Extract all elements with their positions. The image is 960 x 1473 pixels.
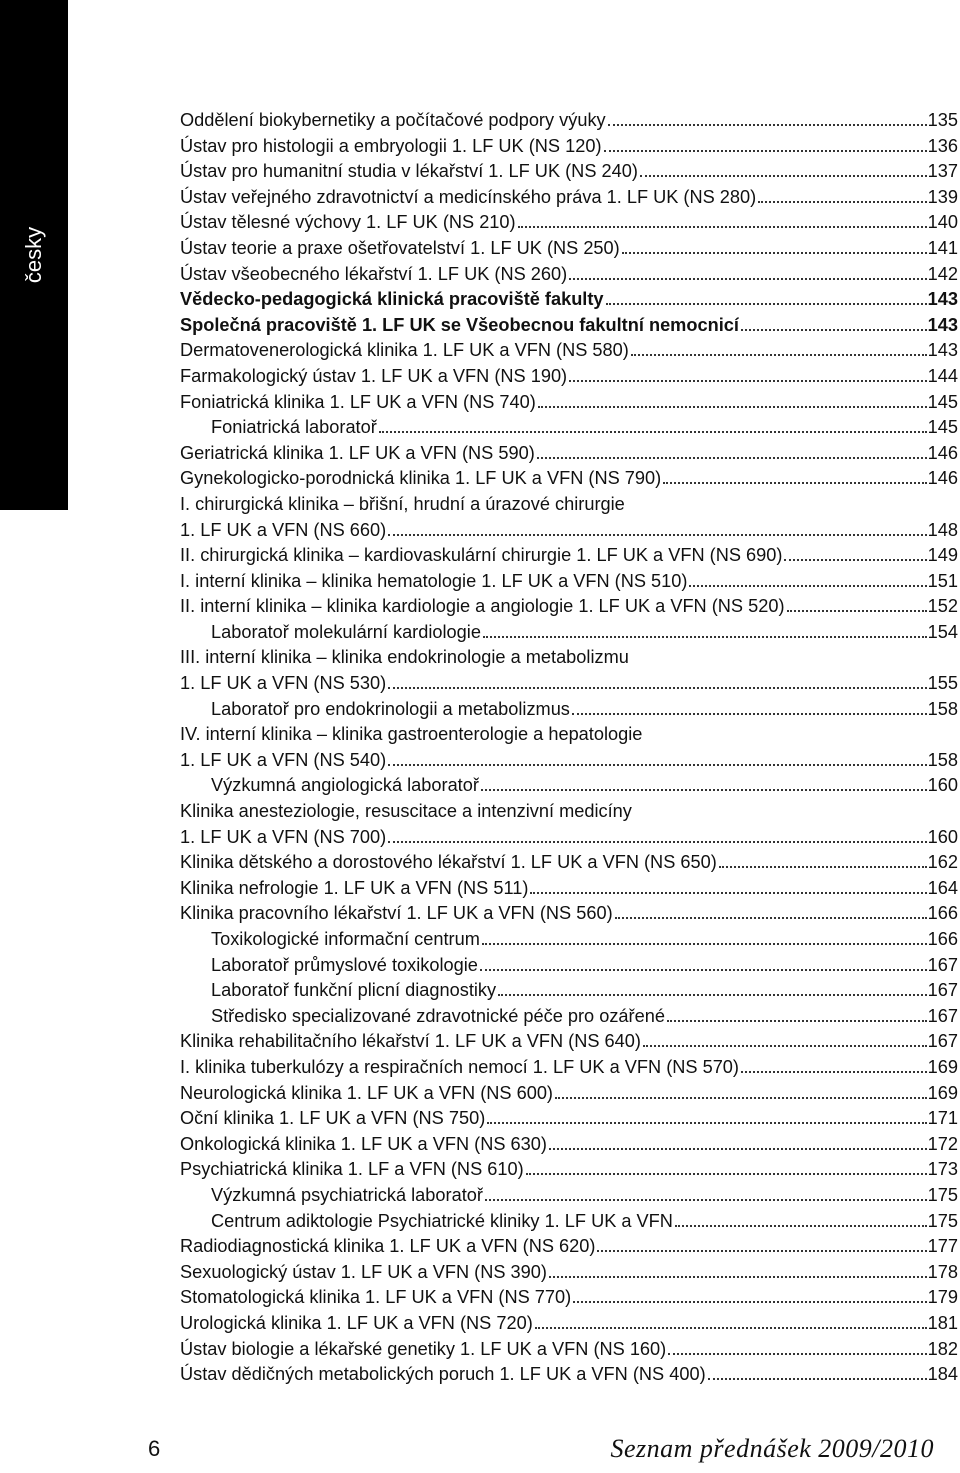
toc-entry — [180, 773, 958, 799]
dot-leader — [758, 201, 926, 203]
toc-entry-page: 149 — [927, 545, 958, 566]
toc-entry-title: Výzkumná angiologická laboratoř — [211, 775, 479, 796]
toc-entry-title: Klinika dětského a dorostového lékařství 1. LF UK a VFN (NS 650) — [180, 852, 717, 873]
toc-entry-title: Laboratoř funkční plicní diagnostiky — [211, 980, 497, 1001]
toc-entry-page: 140 — [927, 212, 958, 233]
dot-leader — [689, 585, 926, 587]
toc-entry-title: Onkologická klinika 1. LF UK a VFN (NS 630) — [180, 1133, 547, 1154]
dot-leader — [498, 994, 927, 996]
toc-entry — [180, 850, 958, 876]
dot-leader — [555, 1097, 927, 1099]
toc-entry — [180, 108, 958, 134]
toc-entry-title: Klinika anesteziologie, resuscitace a intenzivní medicíny — [180, 801, 632, 822]
toc-entry-page: 184 — [927, 1364, 958, 1385]
toc-entry-page: 160 — [927, 775, 958, 796]
toc-entry-title: Stomatologická klinika 1. LF UK a VFN (NS 770) — [180, 1287, 572, 1308]
toc-entry-title: Geriatrická klinika 1. LF UK a VFN (NS 590) — [180, 442, 535, 463]
toc-entry — [180, 876, 958, 902]
toc-entry — [180, 492, 958, 518]
toc-entry-page: 144 — [927, 365, 958, 386]
toc-entry-title: Urologická klinika 1. LF UK a VFN (NS 720) — [180, 1312, 533, 1333]
toc-entry-page: 158 — [927, 698, 958, 719]
language-side-tab — [0, 0, 68, 510]
toc-entry-page: 173 — [927, 1159, 958, 1180]
toc-entry — [180, 799, 958, 825]
toc-entry-page: 162 — [927, 852, 958, 873]
toc-entry — [180, 338, 958, 364]
dot-leader — [379, 431, 927, 433]
dot-leader — [573, 1301, 926, 1303]
toc-entry-page: 167 — [927, 1031, 958, 1052]
toc-entry-page: 146 — [927, 468, 958, 489]
page-number: 6 — [148, 1436, 161, 1461]
toc-entry-title: Foniatrická laboratoř — [211, 417, 377, 438]
dot-leader — [538, 406, 927, 408]
toc-entry — [180, 543, 958, 569]
toc-entry-page: 143 — [927, 340, 958, 361]
toc-entry-page: 139 — [927, 186, 958, 207]
toc-entry-title: Klinika pracovního lékařství 1. LF UK a VFN (NS 560) — [180, 903, 613, 924]
dot-leader — [572, 713, 927, 715]
dot-leader — [608, 124, 927, 126]
toc-entry-title: Gynekologicko-porodnická klinika 1. LF UK a VFN (NS 790) — [180, 468, 662, 489]
dot-leader — [668, 1353, 926, 1355]
toc-entry-page: 151 — [927, 570, 958, 591]
toc-entry-page: 169 — [927, 1056, 958, 1077]
toc-entry-title: II. interní klinika – klinika kardiologie a angiologie 1. LF UK a VFN (NS 520) — [180, 596, 785, 617]
dot-leader — [535, 1327, 927, 1329]
toc-entry-title: Ústav pro histologii a embryologii 1. LF UK (NS 120) — [180, 135, 602, 156]
toc-entry-title: Ústav všeobecného lékařství 1. LF UK (NS 260) — [180, 263, 568, 284]
toc-entry-page: 175 — [927, 1184, 958, 1205]
toc-entry — [180, 1285, 958, 1311]
toc-entry-title: Ústav dědičných metabolických poruch 1. LF UK a VFN (NS 400) — [180, 1364, 706, 1385]
dot-leader — [784, 559, 926, 561]
toc-entry-title: Oční klinika 1. LF UK a VFN (NS 750) — [180, 1108, 486, 1129]
dot-leader — [569, 278, 926, 280]
dot-leader — [787, 610, 927, 612]
dot-leader — [708, 1378, 927, 1380]
toc-entry-page: 167 — [927, 954, 958, 975]
toc-entry-title: Klinika nefrologie 1. LF UK a VFN (NS 511) — [180, 877, 529, 898]
toc-entry — [180, 1029, 958, 1055]
toc-entry — [180, 697, 958, 723]
dot-leader — [597, 1250, 926, 1252]
toc-entry — [180, 1362, 958, 1388]
toc-entry-page: 160 — [927, 826, 958, 847]
toc-entry-title: 1. LF UK a VFN (NS 700) — [180, 826, 387, 847]
toc-entry-page: 137 — [927, 161, 958, 182]
toc-entry-page: 141 — [927, 237, 958, 258]
toc-entry-title: Výzkumná psychiatrická laboratoř — [211, 1184, 483, 1205]
toc-entry-title: Oddělení biokybernetiky a počítačové podpory výuky — [180, 110, 606, 130]
toc-entry-page: 148 — [927, 519, 958, 540]
dot-leader — [549, 1148, 927, 1150]
dot-leader — [719, 866, 927, 868]
toc-entry-title: Foniatrická klinika 1. LF UK a VFN (NS 740) — [180, 391, 536, 412]
toc-entry — [180, 978, 958, 1004]
toc-entry — [180, 722, 958, 748]
toc-entry — [180, 1081, 958, 1107]
toc-entry-page: 143 — [927, 289, 958, 310]
toc-entry-page: 171 — [927, 1108, 958, 1129]
toc-entry-title: Středisko specializované zdravotnické péče pro ozářené — [211, 1005, 665, 1026]
dot-leader — [741, 1071, 927, 1073]
dot-leader — [480, 969, 927, 971]
toc-entry-page: 154 — [927, 621, 958, 642]
toc-entry — [180, 159, 958, 185]
toc-entry-page: 182 — [927, 1338, 958, 1359]
dot-leader — [483, 636, 927, 638]
toc-entry-page: 145 — [927, 391, 958, 412]
dot-leader — [487, 1122, 926, 1124]
toc-entry-page: 172 — [927, 1133, 958, 1154]
running-title: Seznam přednášek 2009/2010 — [610, 1434, 934, 1463]
dot-leader — [667, 1020, 927, 1022]
dot-leader — [604, 150, 927, 152]
toc-entry-page: 145 — [927, 417, 958, 438]
toc-entry-page: 143 — [927, 314, 958, 335]
dot-leader — [482, 943, 927, 945]
toc-entry-page: 152 — [927, 596, 958, 617]
toc-entry-page: 164 — [927, 877, 958, 898]
toc-entry — [180, 645, 958, 671]
toc-entry — [180, 1311, 958, 1337]
toc-entry-title: Laboratoř molekulární kardiologie — [211, 621, 481, 642]
toc-entry — [180, 1004, 958, 1030]
toc-entry — [180, 569, 958, 595]
toc-entry-page: 178 — [927, 1261, 958, 1282]
dot-leader — [526, 1173, 927, 1175]
toc-entry-title: I. interní klinika – klinika hematologie 1. LF UK a VFN (NS 510) — [180, 570, 688, 591]
toc-entry-title: Ústav veřejného zdravotnictví a medicínského práva 1. LF UK (NS 280) — [180, 186, 757, 207]
toc-entry — [180, 1183, 958, 1209]
dot-leader — [643, 1045, 927, 1047]
toc-entry-page: 142 — [927, 263, 958, 284]
dot-leader — [631, 354, 927, 356]
dot-leader — [622, 252, 927, 254]
toc-entry-title: Toxikologické informační centrum — [211, 929, 480, 949]
toc-entry — [180, 748, 958, 774]
toc-entry — [180, 236, 958, 262]
toc-entry-title: Ústav biologie a lékařské genetiky 1. LF UK a VFN (NS 160) — [180, 1338, 667, 1359]
toc-entry-title: Ústav teorie a praxe ošetřovatelství 1. LF UK (NS 250) — [180, 237, 620, 258]
toc-entry — [180, 953, 958, 979]
toc-entry — [180, 825, 958, 851]
toc-entry — [180, 390, 958, 416]
dot-leader — [569, 380, 927, 382]
toc-entry — [180, 1337, 958, 1363]
toc-entry — [180, 518, 958, 544]
toc-entry-page: 135 — [927, 110, 958, 130]
toc-entry — [180, 415, 958, 441]
toc-entry — [180, 134, 958, 160]
dot-leader — [640, 175, 927, 177]
dot-leader — [481, 789, 927, 791]
toc-entry-title: I. klinika tuberkulózy a respiračních nemocí 1. LF UK a VFN (NS 570) — [180, 1056, 739, 1077]
toc-entry-title: 1. LF UK a VFN (NS 660) — [180, 519, 387, 540]
toc-entry — [180, 364, 958, 390]
dot-leader — [537, 457, 927, 459]
toc-entry-title: Vědecko-pedagogická klinická pracoviště fakulty — [180, 289, 604, 310]
table-of-contents — [180, 108, 958, 1388]
toc-entry-page: 169 — [927, 1082, 958, 1103]
toc-entry-page: 166 — [927, 929, 958, 949]
dot-leader — [675, 1225, 927, 1227]
toc-entry-title: Neurologická klinika 1. LF UK a VFN (NS 600) — [180, 1082, 553, 1103]
toc-entry — [180, 1106, 958, 1132]
toc-entry — [180, 185, 958, 211]
toc-entry-title: I. chirurgická klinika – břišní, hrudní a úrazové chirurgie — [180, 493, 625, 514]
toc-entry — [180, 466, 958, 492]
toc-entry — [180, 901, 958, 927]
toc-entry-page: 146 — [927, 442, 958, 463]
toc-entry-title: 1. LF UK a VFN (NS 530) — [180, 673, 387, 694]
toc-entry-title: Dermatovenerologická klinika 1. LF UK a VFN (NS 580) — [180, 340, 629, 361]
toc-entry — [180, 1234, 958, 1260]
dot-leader — [388, 841, 926, 843]
dot-leader — [518, 226, 927, 228]
toc-entry — [180, 1132, 958, 1158]
toc-entry-page: 181 — [927, 1312, 958, 1333]
dot-leader — [741, 329, 927, 331]
toc-entry-title: II. chirurgická klinika – kardiovaskulární chirurgie 1. LF UK a VFN (NS 690) — [180, 545, 783, 566]
toc-entry — [180, 1055, 958, 1081]
toc-entry — [180, 620, 958, 646]
toc-entry-title: Ústav pro humanitní studia v lékařství 1. LF UK (NS 240) — [180, 161, 638, 182]
toc-entry-page: 155 — [927, 673, 958, 694]
toc-entry — [180, 594, 958, 620]
toc-entry-title: Sexuologický ústav 1. LF UK a VFN (NS 390) — [180, 1261, 547, 1282]
dot-leader — [663, 482, 926, 484]
toc-entry-title: Společná pracoviště 1. LF UK se Všeobecnou fakultní nemocnicí — [180, 314, 739, 335]
toc-entry-page: 175 — [927, 1210, 958, 1231]
toc-entry — [180, 313, 958, 339]
language-label: česky — [21, 226, 46, 284]
dot-leader — [530, 892, 926, 894]
toc-entry — [180, 1260, 958, 1286]
toc-entry-page: 136 — [927, 135, 958, 156]
toc-entry-title: 1. LF UK a VFN (NS 540) — [180, 749, 387, 770]
toc-entry-title: IV. interní klinika – klinika gastroenterologie a hepatologie — [180, 724, 643, 745]
toc-entry — [180, 262, 958, 288]
toc-entry-page: 179 — [927, 1287, 958, 1308]
dot-leader — [485, 1199, 927, 1201]
toc-entry-title: Centrum adiktologie Psychiatrické kliniky 1. LF UK a VFN — [211, 1210, 673, 1231]
toc-entry-title: Radiodiagnostická klinika 1. LF UK a VFN (NS 620) — [180, 1236, 596, 1257]
dot-leader — [606, 303, 927, 305]
toc-entry-title: Klinika rehabilitačního lékařství 1. LF UK a VFN (NS 640) — [180, 1031, 641, 1052]
toc-entry — [180, 1157, 958, 1183]
toc-entry — [180, 927, 958, 953]
toc-entry — [180, 671, 958, 697]
toc-entry-page: 166 — [927, 903, 958, 924]
dot-leader — [615, 917, 927, 919]
toc-entry-title: Psychiatrická klinika 1. LF a VFN (NS 610) — [180, 1159, 524, 1180]
toc-entry-title: Laboratoř pro endokrinologii a metabolizmus — [211, 698, 570, 719]
toc-entry-title: Farmakologický ústav 1. LF UK a VFN (NS 190) — [180, 365, 568, 386]
toc-entry-title: III. interní klinika – klinika endokrinologie a metabolizmu — [180, 647, 629, 668]
dot-leader — [388, 687, 926, 689]
toc-entry — [180, 1209, 958, 1235]
toc-entry-title: Ústav tělesné výchovy 1. LF UK (NS 210) — [180, 212, 516, 233]
toc-entry — [180, 287, 958, 313]
toc-entry-page: 158 — [927, 749, 958, 770]
dot-leader — [388, 534, 926, 536]
toc-entry-page: 177 — [927, 1236, 958, 1257]
toc-entry — [180, 441, 958, 467]
toc-entry — [180, 210, 958, 236]
dot-leader — [549, 1276, 927, 1278]
toc-entry-page: 167 — [927, 1005, 958, 1026]
toc-entry-title: Laboratoř průmyslové toxikologie — [211, 954, 478, 975]
dot-leader — [388, 764, 926, 766]
toc-entry-page: 167 — [927, 980, 958, 1001]
